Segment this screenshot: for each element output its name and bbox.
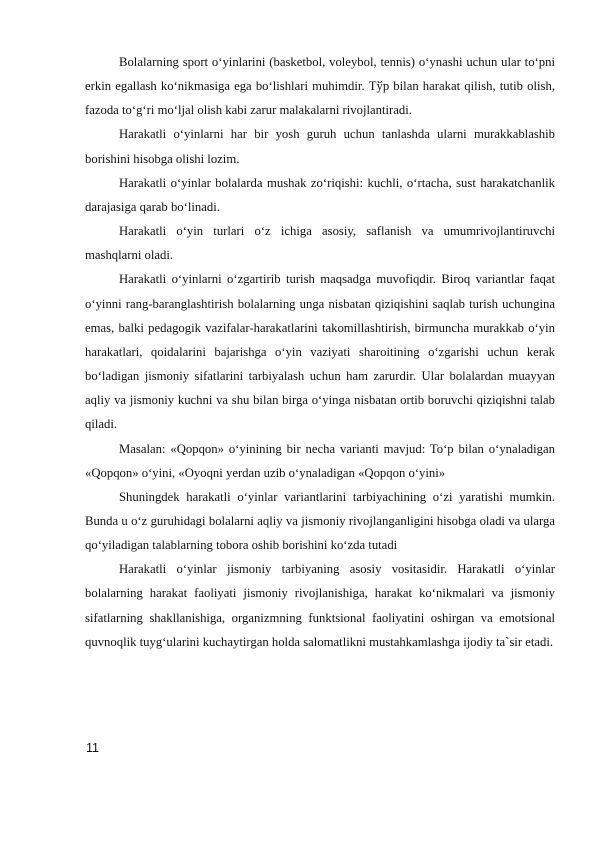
body-text bbox=[85, 50, 555, 654]
page-number: 11 bbox=[86, 741, 99, 755]
paragraph-4: Harakatli o‘yin turlari o‘z ichiga asosiy, saflanish va umumrivojlantiruvchi mashqlarni oladi. bbox=[85, 224, 555, 263]
paragraph-8: Harakatli o‘yinlar jismoniy tarbiyaning asosiy vositasidir. Harakatli o‘yinlar bolalarning harakat faoliyati jismoniy rivojlanishiga, harakat ko‘nikmalari va jismoniy sifatlarning shakllanishiga, organizmning funktsional faoliyatini oshirgan va emotsional quvnoqlik tuyg‘ularini kuchaytirgan holda salomatlikni mustahkamlashga ijodiy ta`sir etadi. bbox=[85, 562, 555, 649]
paragraph-6: Masalan: «Qopqon» o‘yinining bir necha varianti mavjud: To‘p bilan o‘ynaladigan «Qopqon» o‘yini, «Oyoqni yerdan uzib o‘ynaladigan «Qopqon o‘yini» bbox=[85, 441, 555, 480]
paragraph-1: Bolalarning sport o‘yinlarini (basketbol, voleybol, tennis) o‘ynashi uchun ular to‘pni erkin egallash ko‘nikmasiga ega bo‘lishlari muhimdir. Тўр bilan harakat qilish, tutib olish, fazoda to‘g‘ri mo‘ljal olish kabi zarur malakalarni rivojlantiradi. bbox=[85, 55, 555, 118]
paragraph-3: Harakatli o‘yinlar bolalarda mushak zo‘riqishi: kuchli, o‘rtacha, sust harakatchanlik darajasiga qarab bo‘linadi. bbox=[85, 175, 555, 214]
paragraph-2: Harakatli o‘yinlarni har bir yosh guruh uchun tanlashda ularni murakkablashib borishini hisobga olishi lozim. bbox=[85, 127, 555, 166]
paragraph-5: Harakatli o‘yinlarni o‘zgartirib turish maqsadga muvofiqdir. Biroq variantlar faqat o‘yinni rang-baranglashtirish bolalarning unga nisbatan qiziqishini saqlab turish uchungina emas, balki pedagogik vazifalar-harakatlarini takomillashtirish, birmuncha murakkab o‘yin harakatlari, qoidalarini bajarishga o‘yin vaziyati sharoitining o‘zgarishi uchun kerak bo‘ladigan jismoniy sifatlarini tarbiyalash uchun ham zarurdir. Ular bolalardan muayyan aqliy va jismoniy kuchni va shu bilan birga o‘yinga nisbatan ortib boruvchi qiziqishni talab qiladi. bbox=[85, 272, 555, 432]
paragraph-7: Shuningdek harakatli o‘yinlar variantlarini tarbiyachining o‘zi yaratishi mumkin. Bunda u o‘z guruhidagi bolalarni aqliy va jismoniy rivojlanganligini hisobga oladi va ularga qo‘yiladigan talablarning tobora oshib borishini ko‘zda tutadi bbox=[85, 489, 555, 553]
